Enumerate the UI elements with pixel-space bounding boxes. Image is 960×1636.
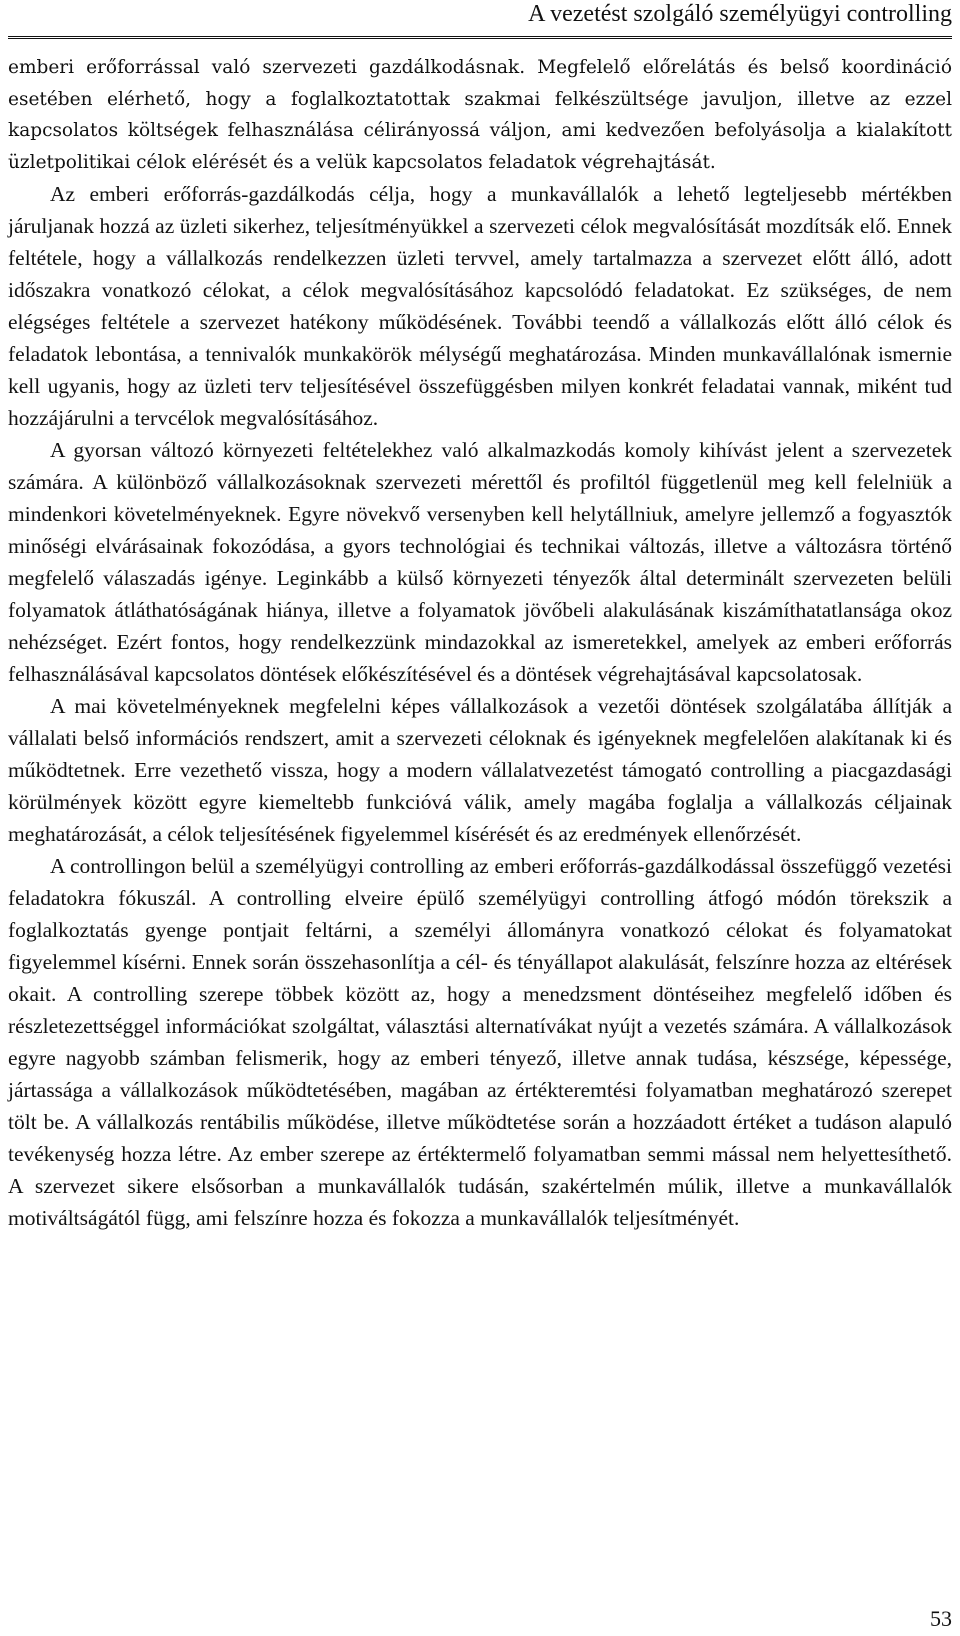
paragraph-1: emberi erőforrással való szervezeti gazdálkodásnak. Megfelelő előrelátás és belső koordináció esetében elérhető, hogy a foglalkoztatottak szakmai felkészültsége javuljon, illetve az ezzel kapcsolatos költségek felhasználása célirányossá váljon, ami kedvezően befolyásolja a kialakított üzletpolitikai célok elérését és a velük kapcsolatos feladatok végrehajtását. bbox=[8, 57, 952, 173]
page-number: 53 bbox=[930, 1606, 952, 1631]
paragraph-4: A mai követelményeknek megfelelni képes vállalkozások a vezetői döntések szolgálatába állítják a vállalati belső információs rendszert, amit a szervezeti céloknak és igényeknek megfelelően alakítanak ki és működtetnek. Erre vezethető vissza, hogy a modern vállalatvezetést támogató controlling a piacgazdasági körülmények között egyre kiemeltebb funkcióvá válik, amely magába foglalja a vállalkozás céljainak meghatározását, a célok teljesítésének figyelemmel kísérését és az eredmények ellenőrzését. bbox=[8, 694, 952, 846]
running-header: A vezetést szolgáló személyügyi controlling bbox=[528, 1, 952, 27]
paragraph-3: A gyorsan változó környezeti feltételekhez való alkalmazkodás komoly kihívást jelent a szervezetek számára. A különböző vállalkozásoknak szervezeti mérettől és profiltól függetlenül meg kell felelniük a mindenkori követelményeknek. Egyre növekvő versenyben kell helytállniuk, amelyre jellemző a fogyasztók minőségi elvárásainak fokozódása, a gyors technológiai és technikai változás, illetve a változásra történő megfelelő válaszadás igénye. Leginkább a külső környezeti tényezők által determinált szervezeten belüli folyamatok átláthatóságának hiánya, illetve a folyamatok jövőbeli alakulásának kiszámíthatatlansága okoz nehézséget. Ezért fontos, hogy rendelkezzünk mindazokkal az ismeretekkel, amelyek az emberi erőforrás felhasználásával kapcsolatos döntések előkészítésével és a döntések végrehajtásával kapcsolatosak. bbox=[8, 438, 952, 686]
paragraph-2: Az emberi erőforrás-gazdálkodás célja, hogy a munkavállalók a lehető legteljesebb mértékben járuljanak hozzá az üzleti sikerhez, teljesítményükkel a szervezeti célok megvalósítását mozdítsák elő. Ennek feltétele, hogy a vállalkozás rendelkezzen üzleti tervvel, amely tartalmazza a szervezet előtt álló, adott időszakra vonatkozó célokat, a célok megvalósításához kapcsolódó feladatokat. Ez szükséges, de nem elégséges feltétele a szervezet hatékony működésének. További teendő a vállalkozás előtt álló célok és feladatok lebontása, a tennivalók munkakörök mélységű meghatározása. Minden munkavállalónak ismernie kell ugyanis, hogy az üzleti terv teljesítésével összefüggésben milyen konkrét feladatai vannak, miként tud hozzájárulni a tervcélok megvalósításához. bbox=[8, 182, 952, 430]
body-text bbox=[8, 52, 952, 1234]
paragraph-5: A controllingon belül a személyügyi controlling az emberi erőforrás-gazdálkodással összefüggő vezetési feladatokra fókuszál. A controlling elveire épülő személyügyi controlling átfogó módón törekszik a foglalkoztatás gyenge pontjait feltárni, a személyi állományra vonatkozó célokat és folyamatokat figyelemmel kísérni. Ennek során összehasonlítja a cél- és tényállapot alakulását, felszínre hozza az eltérések okait. A controlling szerepe többek között az, hogy a menedzsment döntéseihez megfelelő időben és részletezettséggel információkat szolgáltat, választási alternatívákat nyújt a vezetés számára. A vállalkozások egyre nagyobb számban felismerik, hogy az emberi tényező, illetve annak tudása, készsége, képessége, jártassága a vállalkozások működtetésében, magában az értékteremtési folyamatban meghatározó szerepet tölt be. A vállalkozás rentábilis működése, illetve működtetése során a hozzáadott értéket a tudáson alapuló tevékenység hozza létre. Az ember szerepe az értéktermelő folyamatban semmi mással nem helyettesíthető. A szervezet sikere elsősorban a munkavállalók tudásán, szakértelmén múlik, illetve a munkavállalók motiváltságától függ, ami felszínre hozza és fokozza a munkavállalók teljesítményét. bbox=[8, 854, 952, 1230]
header-rule bbox=[8, 36, 952, 39]
